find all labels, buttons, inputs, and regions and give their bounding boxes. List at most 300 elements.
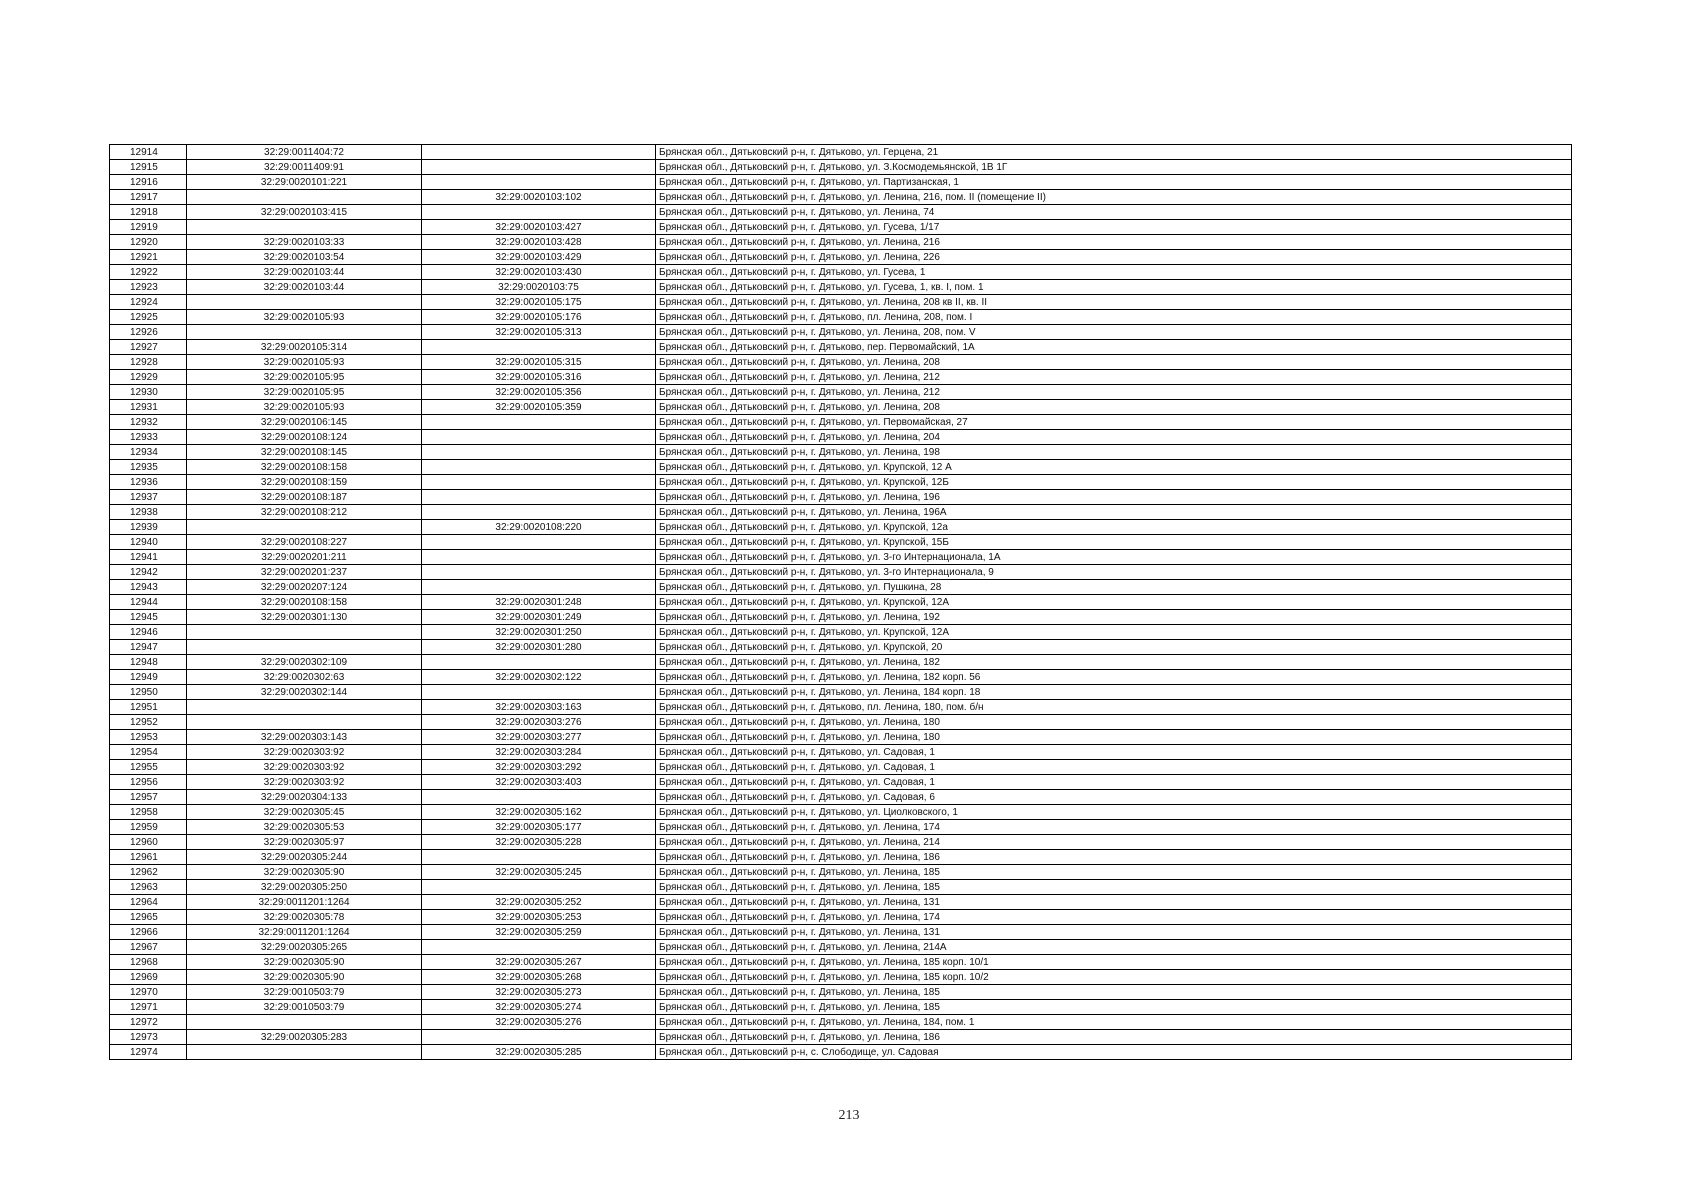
address-cell: Брянская обл., Дятьковский р-н, г. Дятьково, ул. Крупской, 15Б	[656, 535, 1572, 550]
table-row	[110, 805, 1572, 820]
table-row	[110, 1000, 1572, 1015]
table-row	[110, 220, 1572, 235]
address-cell: Брянская обл., Дятьковский р-н, г. Дятьково, ул. Ленина, 216, пом. II (помещение II)	[656, 190, 1572, 205]
building-cadastral-number-cell: 32:29:0020305:228	[422, 835, 656, 850]
table-row	[110, 715, 1572, 730]
address-cell: Брянская обл., Дятьковский р-н, г. Дятьково, ул. Ленина, 185	[656, 865, 1572, 880]
building-cadastral-number-cell: 32:29:0020302:122	[422, 670, 656, 685]
address-cell: Брянская обл., Дятьковский р-н, г. Дятьково, ул. Крупской, 12а	[656, 520, 1572, 535]
land-cadastral-number-cell: 32:29:0020302:63	[187, 670, 422, 685]
land-cadastral-number-cell: 32:29:0020101:221	[187, 175, 422, 190]
building-cadastral-number-cell	[422, 445, 656, 460]
row-number-cell: 12923	[110, 280, 187, 295]
land-cadastral-number-cell: 32:29:0020108:124	[187, 430, 422, 445]
row-number-cell: 12962	[110, 865, 187, 880]
building-cadastral-number-cell	[422, 430, 656, 445]
table-row	[110, 745, 1572, 760]
table-row	[110, 370, 1572, 385]
row-number-cell: 12969	[110, 970, 187, 985]
address-cell: Брянская обл., Дятьковский р-н, г. Дятьково, ул. З.Космодемьянской, 1В 1Г	[656, 160, 1572, 175]
table-row	[110, 1015, 1572, 1030]
land-cadastral-number-cell: 32:29:0020201:211	[187, 550, 422, 565]
land-cadastral-number-cell: 32:29:0020108:145	[187, 445, 422, 460]
table-row	[110, 310, 1572, 325]
row-number-cell: 12966	[110, 925, 187, 940]
table-row	[110, 610, 1572, 625]
table-row	[110, 955, 1572, 970]
table-row	[110, 1030, 1572, 1045]
building-cadastral-number-cell: 32:29:0020305:268	[422, 970, 656, 985]
address-cell: Брянская обл., Дятьковский р-н, г. Дятьково, ул. Крупской, 12 А	[656, 460, 1572, 475]
land-cadastral-number-cell: 32:29:0020108:212	[187, 505, 422, 520]
address-cell: Брянская обл., Дятьковский р-н, г. Дятьково, ул. Ленина, 192	[656, 610, 1572, 625]
address-cell: Брянская обл., Дятьковский р-н, г. Дятьково, ул. Ленина, 185	[656, 1000, 1572, 1015]
row-number-cell: 12930	[110, 385, 187, 400]
address-cell: Брянская обл., Дятьковский р-н, г. Дятьково, ул. Ленина, 208, пом. V	[656, 325, 1572, 340]
row-number-cell: 12926	[110, 325, 187, 340]
land-cadastral-number-cell: 32:29:0020305:265	[187, 940, 422, 955]
row-number-cell: 12935	[110, 460, 187, 475]
land-cadastral-number-cell: 32:29:0020302:109	[187, 655, 422, 670]
land-cadastral-number-cell: 32:29:0020305:78	[187, 910, 422, 925]
row-number-cell: 12916	[110, 175, 187, 190]
row-number-cell: 12964	[110, 895, 187, 910]
row-number-cell: 12933	[110, 430, 187, 445]
table-row	[110, 595, 1572, 610]
building-cadastral-number-cell: 32:29:0020105:315	[422, 355, 656, 370]
building-cadastral-number-cell: 32:29:0020305:252	[422, 895, 656, 910]
building-cadastral-number-cell	[422, 1030, 656, 1045]
row-number-cell: 12928	[110, 355, 187, 370]
land-cadastral-number-cell	[187, 1045, 422, 1060]
land-cadastral-number-cell: 32:29:0020304:133	[187, 790, 422, 805]
building-cadastral-number-cell	[422, 205, 656, 220]
building-cadastral-number-cell	[422, 790, 656, 805]
address-cell: Брянская обл., Дятьковский р-н, г. Дятьково, ул. Ленина, 208 кв II, кв. II	[656, 295, 1572, 310]
address-cell: Брянская обл., Дятьковский р-н, г. Дятьково, ул. Ленина, 185 корп. 10/2	[656, 970, 1572, 985]
building-cadastral-number-cell: 32:29:0020305:177	[422, 820, 656, 835]
table-row	[110, 280, 1572, 295]
table-row	[110, 730, 1572, 745]
table-row	[110, 460, 1572, 475]
building-cadastral-number-cell	[422, 460, 656, 475]
land-cadastral-number-cell: 32:29:0011404:72	[187, 145, 422, 160]
row-number-cell: 12950	[110, 685, 187, 700]
row-number-cell: 12958	[110, 805, 187, 820]
building-cadastral-number-cell: 32:29:0020305:162	[422, 805, 656, 820]
row-number-cell: 12948	[110, 655, 187, 670]
land-cadastral-number-cell: 32:29:0011409:91	[187, 160, 422, 175]
table-row	[110, 265, 1572, 280]
land-cadastral-number-cell	[187, 1015, 422, 1030]
address-cell: Брянская обл., Дятьковский р-н, г. Дятьково, ул. Гусева, 1	[656, 265, 1572, 280]
land-cadastral-number-cell	[187, 640, 422, 655]
table-row	[110, 640, 1572, 655]
row-number-cell: 12952	[110, 715, 187, 730]
land-cadastral-number-cell: 32:29:0020108:227	[187, 535, 422, 550]
table-body	[110, 145, 1572, 1060]
building-cadastral-number-cell	[422, 475, 656, 490]
address-cell: Брянская обл., Дятьковский р-н, г. Дятьково, ул. Ленина, 185	[656, 985, 1572, 1000]
table-row	[110, 175, 1572, 190]
row-number-cell: 12959	[110, 820, 187, 835]
building-cadastral-number-cell	[422, 175, 656, 190]
address-cell: Брянская обл., Дятьковский р-н, г. Дятьково, ул. Садовая, 1	[656, 745, 1572, 760]
land-cadastral-number-cell: 32:29:0020302:144	[187, 685, 422, 700]
building-cadastral-number-cell: 32:29:0020303:276	[422, 715, 656, 730]
row-number-cell: 12943	[110, 580, 187, 595]
building-cadastral-number-cell: 32:29:0020305:245	[422, 865, 656, 880]
land-cadastral-number-cell: 32:29:0020105:93	[187, 355, 422, 370]
address-cell: Брянская обл., Дятьковский р-н, г. Дятьково, ул. Ленина, 131	[656, 925, 1572, 940]
table-row	[110, 355, 1572, 370]
building-cadastral-number-cell	[422, 850, 656, 865]
table-row	[110, 835, 1572, 850]
row-number-cell: 12974	[110, 1045, 187, 1060]
land-cadastral-number-cell: 32:29:0020305:90	[187, 865, 422, 880]
address-cell: Брянская обл., Дятьковский р-н, г. Дятьково, ул. Ленина, 216	[656, 235, 1572, 250]
land-cadastral-number-cell: 32:29:0020105:95	[187, 370, 422, 385]
table-row	[110, 700, 1572, 715]
table-row	[110, 505, 1572, 520]
address-cell: Брянская обл., Дятьковский р-н, г. Дятьково, ул. Крупской, 12А	[656, 595, 1572, 610]
land-cadastral-number-cell	[187, 715, 422, 730]
address-cell: Брянская обл., Дятьковский р-н, г. Дятьково, ул. Ленина, 131	[656, 895, 1572, 910]
land-cadastral-number-cell: 32:29:0020106:145	[187, 415, 422, 430]
building-cadastral-number-cell: 32:29:0020303:163	[422, 700, 656, 715]
table-row	[110, 880, 1572, 895]
row-number-cell: 12932	[110, 415, 187, 430]
table-row	[110, 235, 1572, 250]
address-cell: Брянская обл., Дятьковский р-н, г. Дятьково, ул. Садовая, 6	[656, 790, 1572, 805]
address-cell: Брянская обл., Дятьковский р-н, г. Дятьково, ул. Ленина, 184 корп. 18	[656, 685, 1572, 700]
land-cadastral-number-cell: 32:29:0020105:95	[187, 385, 422, 400]
row-number-cell: 12915	[110, 160, 187, 175]
table-row	[110, 775, 1572, 790]
row-number-cell: 12942	[110, 565, 187, 580]
building-cadastral-number-cell	[422, 565, 656, 580]
address-cell: Брянская обл., Дятьковский р-н, г. Дятьково, ул. 3-го Интернационала, 9	[656, 565, 1572, 580]
row-number-cell: 12956	[110, 775, 187, 790]
building-cadastral-number-cell: 32:29:0020105:175	[422, 295, 656, 310]
building-cadastral-number-cell	[422, 415, 656, 430]
row-number-cell: 12920	[110, 235, 187, 250]
table-row	[110, 940, 1572, 955]
row-number-cell: 12946	[110, 625, 187, 640]
building-cadastral-number-cell: 32:29:0020103:430	[422, 265, 656, 280]
address-cell: Брянская обл., Дятьковский р-н, г. Дятьково, ул. Ленина, 174	[656, 910, 1572, 925]
table-row	[110, 790, 1572, 805]
building-cadastral-number-cell: 32:29:0020108:220	[422, 520, 656, 535]
building-cadastral-number-cell	[422, 145, 656, 160]
row-number-cell: 12944	[110, 595, 187, 610]
address-cell: Брянская обл., Дятьковский р-н, г. Дятьково, ул. Садовая, 1	[656, 775, 1572, 790]
table-row	[110, 760, 1572, 775]
land-cadastral-number-cell: 32:29:0020303:92	[187, 775, 422, 790]
row-number-cell: 12919	[110, 220, 187, 235]
building-cadastral-number-cell: 32:29:0020305:253	[422, 910, 656, 925]
address-cell: Брянская обл., Дятьковский р-н, г. Дятьково, ул. Ленина, 185 корп. 10/1	[656, 955, 1572, 970]
address-cell: Брянская обл., Дятьковский р-н, г. Дятьково, ул. Ленина, 214А	[656, 940, 1572, 955]
table-row	[110, 430, 1572, 445]
building-cadastral-number-cell: 32:29:0020105:316	[422, 370, 656, 385]
table-row	[110, 160, 1572, 175]
address-cell: Брянская обл., Дятьковский р-н, г. Дятьково, ул. Ленина, 198	[656, 445, 1572, 460]
row-number-cell: 12967	[110, 940, 187, 955]
land-cadastral-number-cell	[187, 625, 422, 640]
building-cadastral-number-cell: 32:29:0020305:273	[422, 985, 656, 1000]
row-number-cell: 12914	[110, 145, 187, 160]
address-cell: Брянская обл., Дятьковский р-н, г. Дятьково, ул. Крупской, 12Б	[656, 475, 1572, 490]
land-cadastral-number-cell: 32:29:0020201:237	[187, 565, 422, 580]
land-cadastral-number-cell: 32:29:0010503:79	[187, 985, 422, 1000]
address-cell: Брянская обл., Дятьковский р-н, г. Дятьково, пер. Первомайский, 1А	[656, 340, 1572, 355]
row-number-cell: 12951	[110, 700, 187, 715]
address-cell: Брянская обл., Дятьковский р-н, г. Дятьково, ул. Крупской, 20	[656, 640, 1572, 655]
row-number-cell: 12960	[110, 835, 187, 850]
address-cell: Брянская обл., Дятьковский р-н, г. Дятьково, ул. Ленина, 185	[656, 880, 1572, 895]
land-cadastral-number-cell: 32:29:0020108:158	[187, 595, 422, 610]
building-cadastral-number-cell	[422, 655, 656, 670]
table-row	[110, 655, 1572, 670]
row-number-cell: 12937	[110, 490, 187, 505]
building-cadastral-number-cell: 32:29:0020303:277	[422, 730, 656, 745]
table-row	[110, 580, 1572, 595]
building-cadastral-number-cell: 32:29:0020103:427	[422, 220, 656, 235]
table-row	[110, 985, 1572, 1000]
building-cadastral-number-cell	[422, 685, 656, 700]
address-cell: Брянская обл., Дятьковский р-н, г. Дятьково, ул. Ленина, 212	[656, 370, 1572, 385]
table-row	[110, 910, 1572, 925]
building-cadastral-number-cell	[422, 160, 656, 175]
building-cadastral-number-cell: 32:29:0020105:176	[422, 310, 656, 325]
land-cadastral-number-cell: 32:29:0020103:415	[187, 205, 422, 220]
address-cell: Брянская обл., Дятьковский р-н, г. Дятьково, ул. Партизанская, 1	[656, 175, 1572, 190]
row-number-cell: 12973	[110, 1030, 187, 1045]
address-cell: Брянская обл., Дятьковский р-н, г. Дятьково, ул. Ленина, 214	[656, 835, 1572, 850]
address-cell: Брянская обл., Дятьковский р-н, г. Дятьково, ул. Крупской, 12А	[656, 625, 1572, 640]
address-cell: Брянская обл., Дятьковский р-н, г. Дятьково, ул. Ленина, 182	[656, 655, 1572, 670]
row-number-cell: 12957	[110, 790, 187, 805]
building-cadastral-number-cell	[422, 340, 656, 355]
land-cadastral-number-cell: 32:29:0020305:250	[187, 880, 422, 895]
address-cell: Брянская обл., Дятьковский р-н, г. Дятьково, ул. Первомайская, 27	[656, 415, 1572, 430]
address-cell: Брянская обл., Дятьковский р-н, г. Дятьково, ул. Ленина, 196	[656, 490, 1572, 505]
table-row	[110, 445, 1572, 460]
row-number-cell: 12931	[110, 400, 187, 415]
table-row	[110, 685, 1572, 700]
address-cell: Брянская обл., Дятьковский р-н, с. Слободище, ул. Садовая	[656, 1045, 1572, 1060]
land-cadastral-number-cell: 32:29:0020303:92	[187, 745, 422, 760]
land-cadastral-number-cell: 32:29:0020305:90	[187, 955, 422, 970]
row-number-cell: 12934	[110, 445, 187, 460]
address-cell: Брянская обл., Дятьковский р-н, г. Дятьково, ул. Ленина, 186	[656, 850, 1572, 865]
land-cadastral-number-cell: 32:29:0020303:92	[187, 760, 422, 775]
land-cadastral-number-cell: 32:29:0020207:124	[187, 580, 422, 595]
table-row	[110, 325, 1572, 340]
table-row	[110, 415, 1572, 430]
building-cadastral-number-cell	[422, 550, 656, 565]
table-row	[110, 190, 1572, 205]
table-row	[110, 670, 1572, 685]
building-cadastral-number-cell: 32:29:0020305:274	[422, 1000, 656, 1015]
table-row	[110, 535, 1572, 550]
building-cadastral-number-cell: 32:29:0020303:292	[422, 760, 656, 775]
land-cadastral-number-cell: 32:29:0020108:159	[187, 475, 422, 490]
table-row	[110, 865, 1572, 880]
table-row	[110, 625, 1572, 640]
table-row	[110, 475, 1572, 490]
row-number-cell: 12941	[110, 550, 187, 565]
row-number-cell: 12925	[110, 310, 187, 325]
land-cadastral-number-cell: 32:29:0020305:53	[187, 820, 422, 835]
row-number-cell: 12970	[110, 985, 187, 1000]
building-cadastral-number-cell: 32:29:0020105:359	[422, 400, 656, 415]
table-row	[110, 565, 1572, 580]
building-cadastral-number-cell: 32:29:0020301:250	[422, 625, 656, 640]
land-cadastral-number-cell	[187, 190, 422, 205]
row-number-cell: 12949	[110, 670, 187, 685]
building-cadastral-number-cell: 32:29:0020303:284	[422, 745, 656, 760]
row-number-cell: 12939	[110, 520, 187, 535]
address-cell: Брянская обл., Дятьковский р-н, г. Дятьково, ул. Ленина, 186	[656, 1030, 1572, 1045]
building-cadastral-number-cell	[422, 940, 656, 955]
table-row	[110, 490, 1572, 505]
table-row	[110, 205, 1572, 220]
building-cadastral-number-cell: 32:29:0020103:75	[422, 280, 656, 295]
table-row	[110, 850, 1572, 865]
address-cell: Брянская обл., Дятьковский р-н, г. Дятьково, ул. Ленина, 180	[656, 715, 1572, 730]
address-cell: Брянская обл., Дятьковский р-н, г. Дятьково, ул. Ленина, 182 корп. 56	[656, 670, 1572, 685]
table-row	[110, 1045, 1572, 1060]
address-cell: Брянская обл., Дятьковский р-н, г. Дятьково, ул. Гусева, 1/17	[656, 220, 1572, 235]
address-cell: Брянская обл., Дятьковский р-н, г. Дятьково, пл. Ленина, 180, пом. б/н	[656, 700, 1572, 715]
address-cell: Брянская обл., Дятьковский р-н, г. Дятьково, пл. Ленина, 208, пом. I	[656, 310, 1572, 325]
row-number-cell: 12929	[110, 370, 187, 385]
building-cadastral-number-cell: 32:29:0020105:313	[422, 325, 656, 340]
land-cadastral-number-cell: 32:29:0020305:90	[187, 970, 422, 985]
land-cadastral-number-cell: 32:29:0010503:79	[187, 1000, 422, 1015]
row-number-cell: 12968	[110, 955, 187, 970]
property-register-table	[109, 144, 1572, 1060]
building-cadastral-number-cell: 32:29:0020303:403	[422, 775, 656, 790]
row-number-cell: 12924	[110, 295, 187, 310]
building-cadastral-number-cell: 32:29:0020301:249	[422, 610, 656, 625]
address-cell: Брянская обл., Дятьковский р-н, г. Дятьково, ул. Герцена, 21	[656, 145, 1572, 160]
land-cadastral-number-cell	[187, 700, 422, 715]
land-cadastral-number-cell: 32:29:0020301:130	[187, 610, 422, 625]
table-row	[110, 550, 1572, 565]
land-cadastral-number-cell: 32:29:0020305:244	[187, 850, 422, 865]
building-cadastral-number-cell: 32:29:0020305:267	[422, 955, 656, 970]
building-cadastral-number-cell: 32:29:0020105:356	[422, 385, 656, 400]
land-cadastral-number-cell: 32:29:0020103:33	[187, 235, 422, 250]
building-cadastral-number-cell	[422, 505, 656, 520]
row-number-cell: 12965	[110, 910, 187, 925]
row-number-cell: 12938	[110, 505, 187, 520]
building-cadastral-number-cell: 32:29:0020305:276	[422, 1015, 656, 1030]
address-cell: Брянская обл., Дятьковский р-н, г. Дятьково, ул. Садовая, 1	[656, 760, 1572, 775]
land-cadastral-number-cell: 32:29:0020305:45	[187, 805, 422, 820]
building-cadastral-number-cell: 32:29:0020103:102	[422, 190, 656, 205]
row-number-cell: 12922	[110, 265, 187, 280]
building-cadastral-number-cell: 32:29:0020305:285	[422, 1045, 656, 1060]
address-cell: Брянская обл., Дятьковский р-н, г. Дятьково, ул. Ленина, 174	[656, 820, 1572, 835]
row-number-cell: 12955	[110, 760, 187, 775]
building-cadastral-number-cell: 32:29:0020305:259	[422, 925, 656, 940]
building-cadastral-number-cell	[422, 880, 656, 895]
address-cell: Брянская обл., Дятьковский р-н, г. Дятьково, ул. Ленина, 184, пом. 1	[656, 1015, 1572, 1030]
land-cadastral-number-cell: 32:29:0020108:158	[187, 460, 422, 475]
address-cell: Брянская обл., Дятьковский р-н, г. Дятьково, ул. Гусева, 1, кв. I, пом. 1	[656, 280, 1572, 295]
page-number: 213	[838, 1108, 860, 1123]
land-cadastral-number-cell: 32:29:0020105:314	[187, 340, 422, 355]
row-number-cell: 12927	[110, 340, 187, 355]
building-cadastral-number-cell: 32:29:0020103:429	[422, 250, 656, 265]
land-cadastral-number-cell: 32:29:0020105:93	[187, 400, 422, 415]
table-row	[110, 340, 1572, 355]
row-number-cell: 12921	[110, 250, 187, 265]
address-cell: Брянская обл., Дятьковский р-н, г. Дятьково, ул. Ленина, 208	[656, 400, 1572, 415]
table-row	[110, 400, 1572, 415]
land-cadastral-number-cell: 32:29:0020305:97	[187, 835, 422, 850]
land-cadastral-number-cell: 32:29:0020305:283	[187, 1030, 422, 1045]
row-number-cell: 12954	[110, 745, 187, 760]
land-cadastral-number-cell: 32:29:0020303:143	[187, 730, 422, 745]
land-cadastral-number-cell: 32:29:0020103:44	[187, 280, 422, 295]
table-row	[110, 145, 1572, 160]
land-cadastral-number-cell: 32:29:0020105:93	[187, 310, 422, 325]
row-number-cell: 12971	[110, 1000, 187, 1015]
row-number-cell: 12963	[110, 880, 187, 895]
table-row	[110, 250, 1572, 265]
land-cadastral-number-cell: 32:29:0020108:187	[187, 490, 422, 505]
address-cell: Брянская обл., Дятьковский р-н, г. Дятьково, ул. Пушкина, 28	[656, 580, 1572, 595]
table-row	[110, 385, 1572, 400]
address-cell: Брянская обл., Дятьковский р-н, г. Дятьково, ул. Ленина, 212	[656, 385, 1572, 400]
address-cell: Брянская обл., Дятьковский р-н, г. Дятьково, ул. Ленина, 180	[656, 730, 1572, 745]
address-cell: Брянская обл., Дятьковский р-н, г. Дятьково, ул. Ленина, 196А	[656, 505, 1572, 520]
row-number-cell: 12953	[110, 730, 187, 745]
table-row	[110, 895, 1572, 910]
address-cell: Брянская обл., Дятьковский р-н, г. Дятьково, ул. Ленина, 74	[656, 205, 1572, 220]
table-row	[110, 820, 1572, 835]
address-cell: Брянская обл., Дятьковский р-н, г. Дятьково, ул. Ленина, 226	[656, 250, 1572, 265]
building-cadastral-number-cell: 32:29:0020301:248	[422, 595, 656, 610]
table-row	[110, 970, 1572, 985]
land-cadastral-number-cell	[187, 325, 422, 340]
building-cadastral-number-cell	[422, 580, 656, 595]
land-cadastral-number-cell: 32:29:0011201:1264	[187, 895, 422, 910]
row-number-cell: 12947	[110, 640, 187, 655]
address-cell: Брянская обл., Дятьковский р-н, г. Дятьково, ул. 3-го Интернационала, 1А	[656, 550, 1572, 565]
table-row	[110, 520, 1572, 535]
land-cadastral-number-cell: 32:29:0020103:44	[187, 265, 422, 280]
row-number-cell: 12918	[110, 205, 187, 220]
land-cadastral-number-cell	[187, 520, 422, 535]
row-number-cell: 12961	[110, 850, 187, 865]
table-row	[110, 925, 1572, 940]
land-cadastral-number-cell	[187, 295, 422, 310]
row-number-cell: 12917	[110, 190, 187, 205]
land-cadastral-number-cell: 32:29:0011201:1264	[187, 925, 422, 940]
row-number-cell: 12936	[110, 475, 187, 490]
address-cell: Брянская обл., Дятьковский р-н, г. Дятьково, ул. Ленина, 208	[656, 355, 1572, 370]
address-cell: Брянская обл., Дятьковский р-н, г. Дятьково, ул. Ленина, 204	[656, 430, 1572, 445]
building-cadastral-number-cell	[422, 490, 656, 505]
address-cell: Брянская обл., Дятьковский р-н, г. Дятьково, ул. Циолковского, 1	[656, 805, 1572, 820]
row-number-cell: 12972	[110, 1015, 187, 1030]
